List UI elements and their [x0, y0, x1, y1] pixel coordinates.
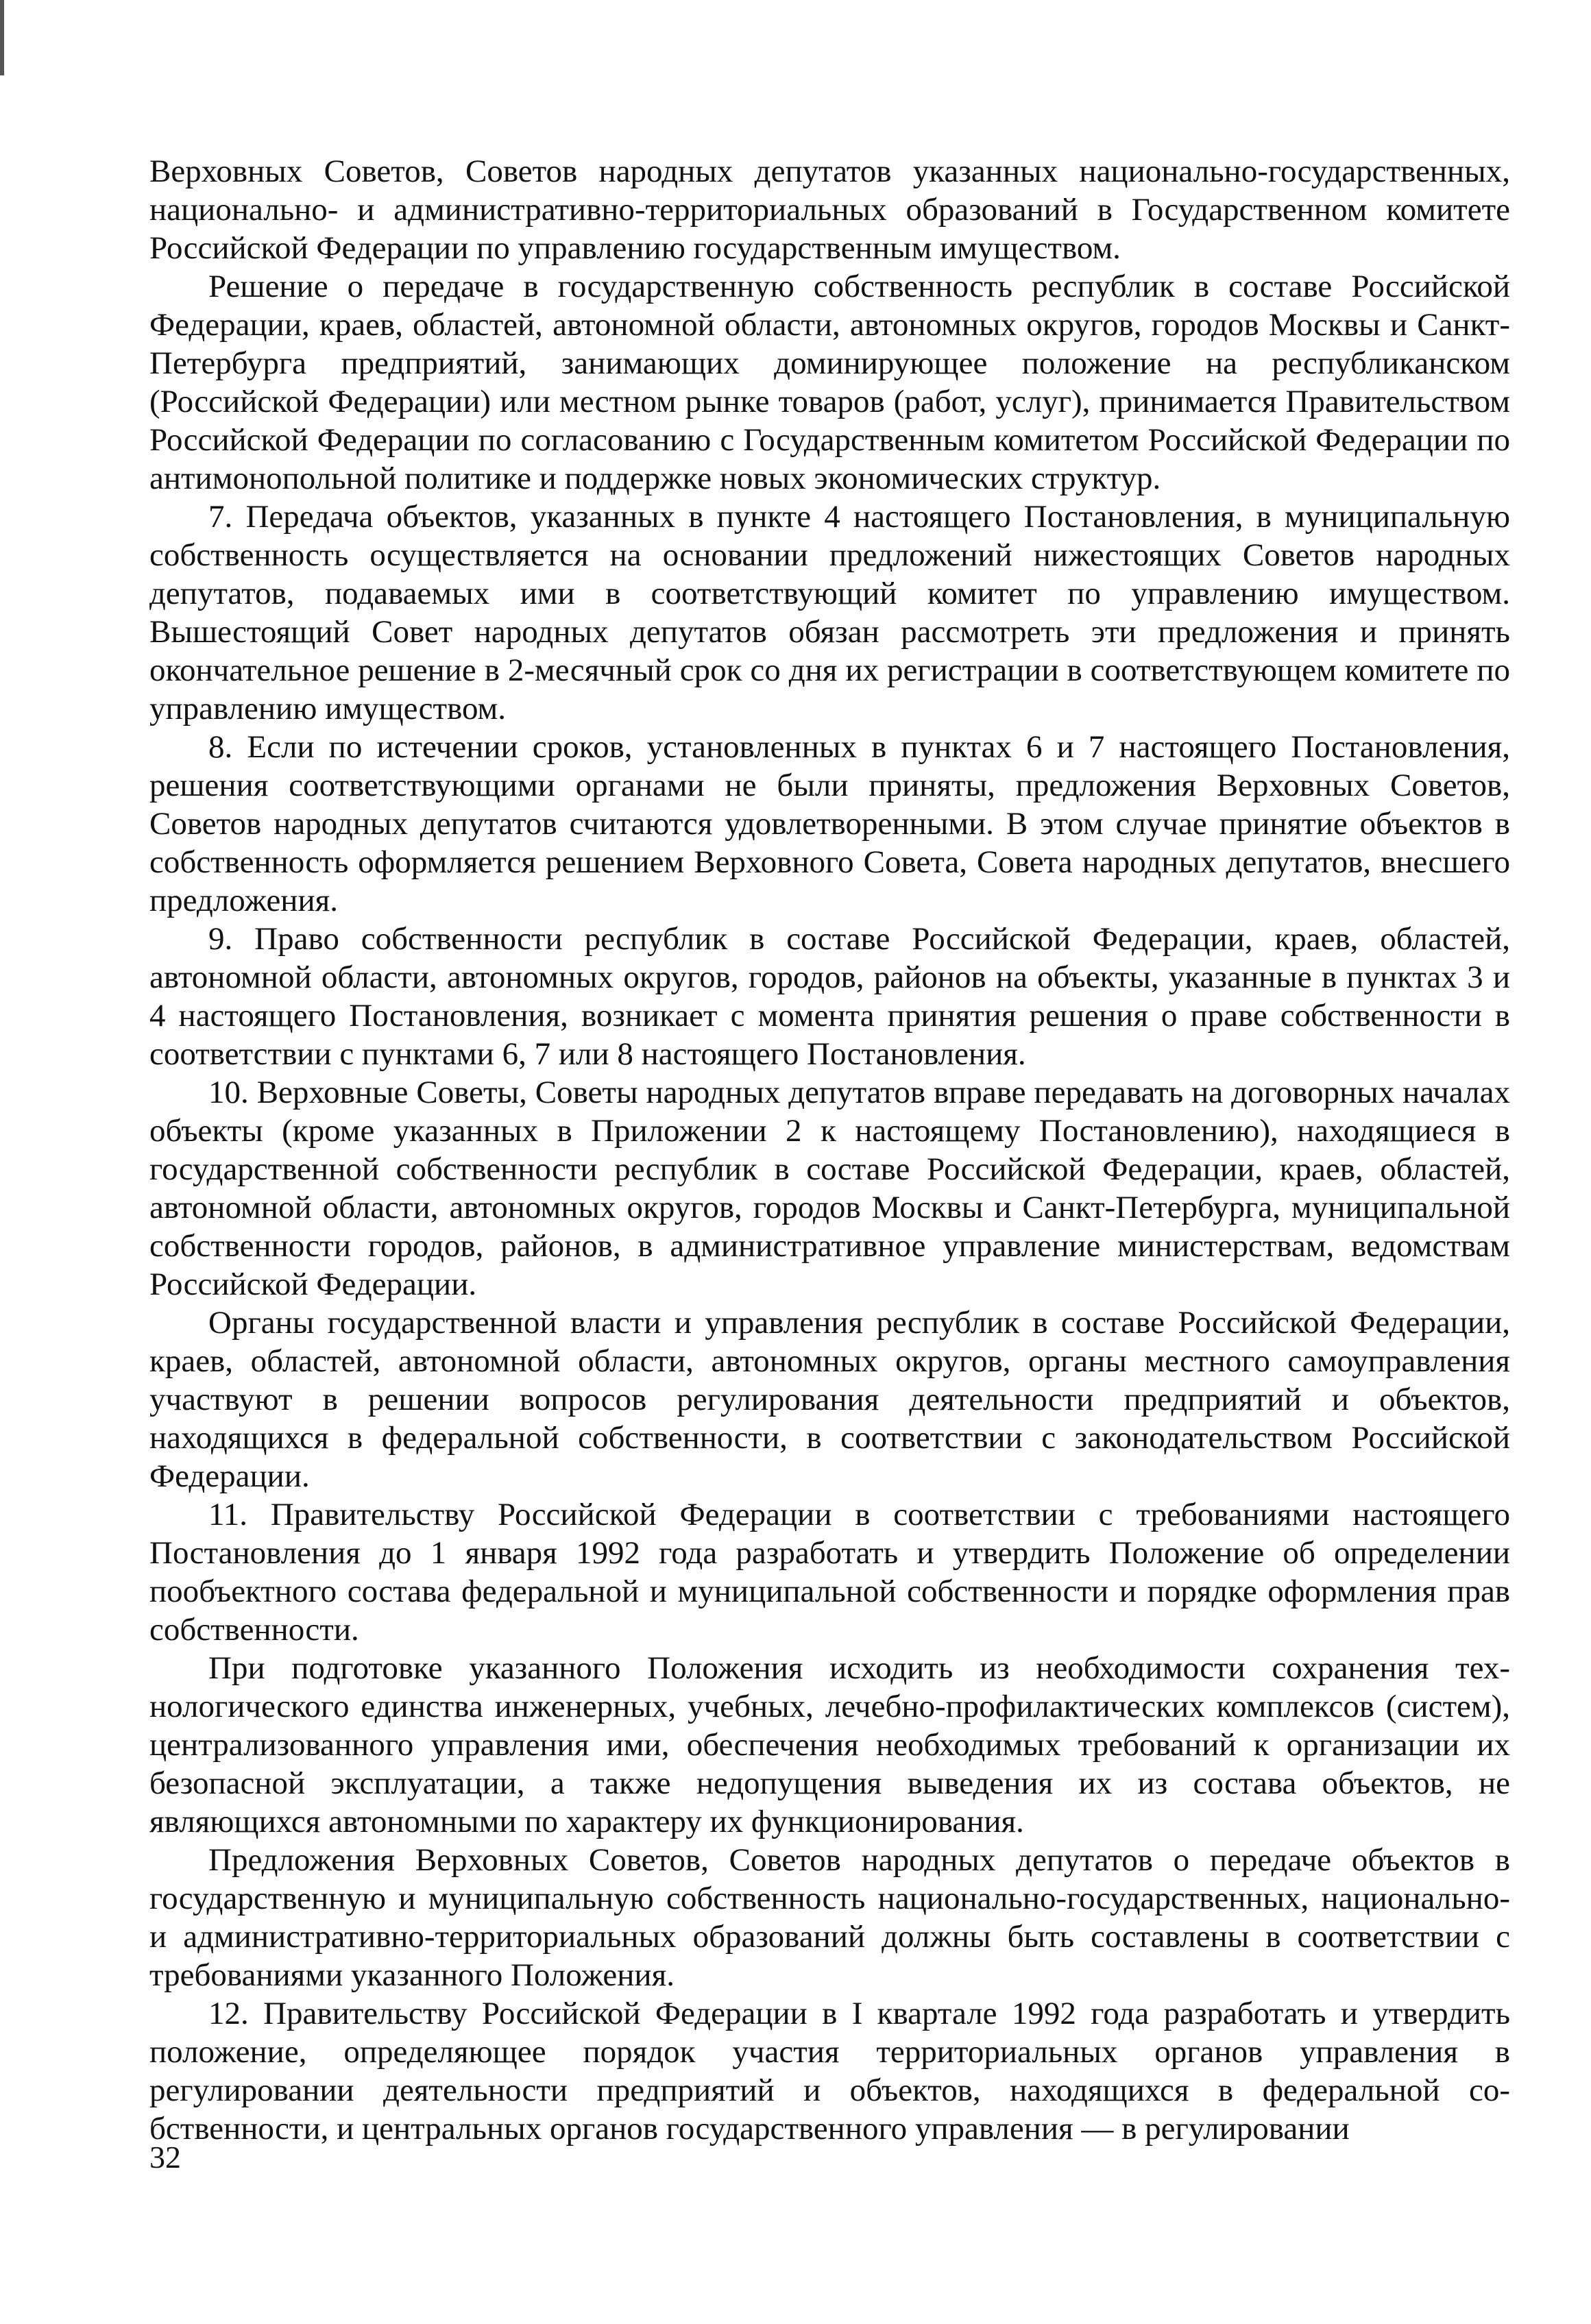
paragraph-clause-12: 12. Правительству Российской Федерации в I квартале 1992 года разработать и утвердить положение, определяющее порядок участия территориальных органов управления в регулировании деятельности предприятий и объектов, находящихся в федеральной собственности, и центральных органов государственного управления — в регулировании — [149, 1996, 1510, 2146]
paragraph-transfer-decision: Решение о передаче в государственную собственность республик в составе Российской Федерации, краев, областей, автономной области, автономных округов, городов Москвы и Санкт-Петербурга предприятий, занимающих доминирующее положение на республиканском (Российской Федерации) или местном рынке товаров (работ, услуг), принимается Правительством Российской Федерации по согласованию с Государственным комитетом Российской Федерации по антимонопольной политике и поддержке новых экономических структур. — [149, 269, 1510, 496]
paragraph-proposals: Предложения Верховных Советов, Советов народных депутатов о передаче объектов в государственную и муниципальную собственность национально-государственных, национально- и административно-территориальных образований должны быть составлены в соответствии с требованиями указанного Положения. — [149, 1842, 1510, 1993]
page-edge-mark — [0, 0, 4, 75]
paragraph-clause-8: 8. Если по истечении сроков, установленных в пунктах 6 и 7 настоящего Постановления, решения соответствующими органами не были приняты, предложения Верховных Советов, Советов народных депутатов считаются удовлетворенными. В этом случае принятие объектов в собственность оформляется решением Верховного Совета, Совета народных депутатов, внесшего предложения. — [149, 729, 1510, 918]
paragraph-authorities: Органы государственной власти и управления республик в составе Российской Федерации, краев, областей, автономной области, автономных округов, органы местного самоуправления участвуют в решении вопросов регулирования деятельности предприятий и объектов, находящихся в федеральной собственности, в соответствии с законодательством Российской Федерации. — [149, 1305, 1510, 1494]
paragraph-continuation: Верховных Советов, Советов народных депутатов указанных национально-государственных, национально- и административно-территориальных образований в Государственном комитете Российской Федерации по управлению государственным имуществом. — [149, 154, 1510, 266]
page-number: 32 — [149, 2140, 181, 2175]
paragraph-clause-7: 7. Передача объектов, указанных в пункте 4 настоящего Постановления, в муниципальную собственность осуществляется на основании предложений нижестоящих Советов народных депутатов, подаваемых ими в соответствующий комитет по управлению имуществом. Вышестоящий Совет народных депутатов обязан рассмотреть эти предложения и принять окончательное решение в 2-месячный срок со дня их регистрации в соответствующем комитете по управлению имуществом. — [149, 499, 1510, 726]
paragraph-clause-10: 10. Верховные Советы, Советы народных депутатов вправе передавать на договорных началах объекты (кроме указанных в Приложении 2 к настоящему Постановлению), находящиеся в государственной собственности республик в составе Российской Федерации, краев, областей, автономной области, автономных округов, городов Москвы и Санкт-Петербурга, муниципальной собственности городов, районов, в административное управление министерствам, ведомствам Российской Федерации. — [149, 1075, 1510, 1302]
paragraph-preparation: При подготовке указанного Положения исходить из необходимости сохранения технологического единства инженерных, учебных, лечебно-профилактических комплексов (систем), централизованного управления ими, обеспечения необходимых требований к организации их безопасной эксплуатации, а также недопущения выведения их из состава объектов, не являющихся автономными по характеру их функционирования. — [149, 1650, 1510, 1839]
paragraph-clause-9: 9. Право собственности республик в составе Российской Федерации, краев, областей, автономной области, автономных округов, городов, районов на объекты, указанные в пунктах 3 и 4 настоящего Постановления, возникает с момента принятия решения о праве собственности в соответствии с пунктами 6, 7 или 8 настоящего Постановления. — [149, 921, 1510, 1072]
page-body — [149, 152, 1510, 2148]
paragraph-clause-11: 11. Правительству Российской Федерации в соответствии с требованиями настоящего Постановления до 1 января 1992 года разработать и утвердить Положение об определении пообъектного состава федеральной и муниципальной собственности и порядке оформления прав собственности. — [149, 1497, 1510, 1648]
